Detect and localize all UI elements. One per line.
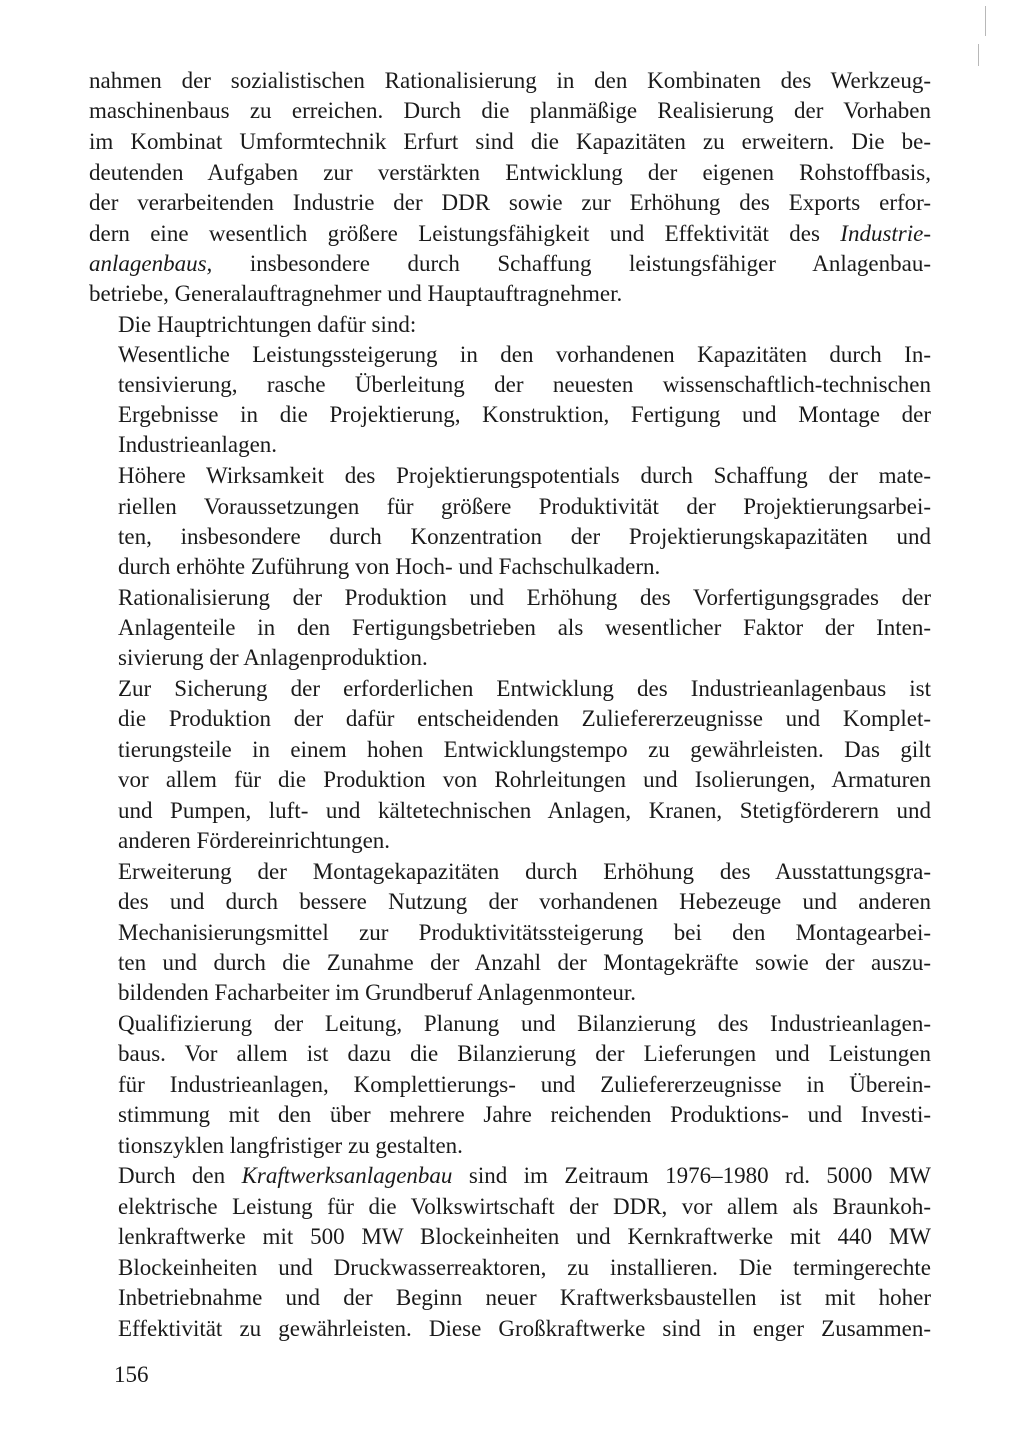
text-line: nahmen der sozialistischen Rationalisierung in den Kombinaten des Werkzeug- <box>89 68 931 93</box>
text-line: Erweiterung der Montagekapazitäten durch Erhöhung des Ausstattungsgra- <box>118 859 931 884</box>
text-line: baus. Vor allem ist dazu die Bilanzierung der Lieferungen und Leistungen <box>118 1041 931 1066</box>
text-run: insbesondere durch Schaffung leistungsfähiger Anlagenbau- <box>212 251 931 276</box>
text-line: lenkraftwerke mit 500 MW Blockeinheiten und Kernkraftwerke mit 440 MW <box>118 1224 931 1249</box>
text-line: tensivierung, rasche Überleitung der neuesten wissenschaftlich-technischen <box>118 372 931 397</box>
emphasis-term: anlagenbaus, <box>89 251 213 276</box>
text-line: ten, insbesondere durch Konzentration der Projektierungskapazitäten und <box>118 524 931 549</box>
text-line: Effektivität zu gewährleisten. Diese Großkraftwerke sind in enger Zusammen- <box>118 1316 931 1341</box>
scan-mark <box>985 6 986 36</box>
emphasis-term: Industrie- <box>840 221 931 246</box>
text-line <box>89 249 931 279</box>
text-line: für Industrieanlagen, Komplettierungs- und Zuliefererzeugnisse in Überein- <box>118 1072 931 1097</box>
text-line: und Pumpen, luft- und kältetechnischen Anlagen, Kranen, Stetigförderern und <box>118 798 931 823</box>
text-line: vor allem für die Produktion von Rohrleitungen und Isolierungen, Armaturen <box>118 767 931 792</box>
text-line: tionszyklen langfristiger zu gestalten. <box>118 1133 463 1158</box>
text-line: Höhere Wirksamkeit des Projektierungspotentials durch Schaffung der mate- <box>118 463 931 488</box>
text-line: sivierung der Anlagenproduktion. <box>118 645 428 670</box>
text-line: maschinenbaus zu erreichen. Durch die planmäßige Realisierung der Vorhaben <box>89 98 931 123</box>
text-line: durch erhöhte Zuführung von Hoch- und Fachschulkadern. <box>118 554 661 579</box>
text-run: Durch den <box>118 1163 242 1188</box>
text-line: Inbetriebnahme und der Beginn neuer Kraftwerksbaustellen ist mit hoher <box>118 1285 931 1310</box>
text-line <box>89 219 931 249</box>
text-line: Blockeinheiten und Druckwasserreaktoren, zu installieren. Die termingerechte <box>118 1255 931 1280</box>
text-line: elektrische Leistung für die Volkswirtschaft der DDR, vor allem als Braunkoh- <box>118 1194 931 1219</box>
text-line: Anlagenteile in den Fertigungsbetrieben als wesentlicher Faktor der Inten- <box>118 615 931 640</box>
text-line <box>118 1161 931 1191</box>
text-line: Zur Sicherung der erforderlichen Entwicklung des Industrieanlagenbaus ist <box>118 676 931 701</box>
text-line: riellen Voraussetzungen für größere Produktivität der Projektierungsarbei- <box>118 494 931 519</box>
text-line: Industrieanlagen. <box>118 432 278 457</box>
text-run: dern eine wesentlich größere Leistungsfähigkeit und Effektivität des <box>89 221 841 246</box>
scan-mark <box>978 44 979 66</box>
text-line: Mechanisierungsmittel zur Produktivitätssteigerung bei den Montagearbei- <box>118 920 931 945</box>
page-number: 156 <box>114 1362 149 1387</box>
text-run: sind im Zeitraum 1976–1980 rd. 5000 MW <box>452 1163 931 1188</box>
text-line: anderen Fördereinrichtungen. <box>118 828 391 853</box>
text-line: Qualifizierung der Leitung, Planung und Bilanzierung des Industrieanlagen- <box>118 1011 931 1036</box>
text-line: betriebe, Generalauftragnehmer und Hauptauftragnehmer. <box>89 281 623 306</box>
text-line: Ergebnisse in die Projektierung, Konstruktion, Fertigung und Montage der <box>118 402 931 427</box>
text-line: Die Hauptrichtungen dafür sind: <box>118 312 417 337</box>
text-line: tierungsteile in einem hohen Entwicklungstempo zu gewährleisten. Das gilt <box>118 737 931 762</box>
text-line: des und durch bessere Nutzung der vorhandenen Hebezeuge und anderen <box>118 889 931 914</box>
text-line: bildenden Facharbeiter im Grundberuf Anlagenmonteur. <box>118 980 636 1005</box>
text-line: im Kombinat Umformtechnik Erfurt sind die Kapazitäten zu erweitern. Die be- <box>89 129 931 154</box>
text-line: stimmung mit den über mehrere Jahre reichenden Produktions- und Investi- <box>118 1102 931 1127</box>
text-line: deutenden Aufgaben zur verstärkten Entwicklung der eigenen Rohstoffbasis, <box>89 160 931 185</box>
text-line: Wesentliche Leistungssteigerung in den vorhandenen Kapazitäten durch In- <box>118 342 931 367</box>
emphasis-term: Kraftwerksanlagenbau <box>241 1163 453 1188</box>
text-line: der verarbeitenden Industrie der DDR sowie zur Erhöhung des Exports erfor- <box>89 190 931 215</box>
text-line: ten und durch die Zunahme der Anzahl der Montagekräfte sowie der auszu- <box>118 950 931 975</box>
text-line: die Produktion der dafür entscheidenden Zuliefererzeugnisse und Komplet- <box>118 706 931 731</box>
text-line: Rationalisierung der Produktion und Erhöhung des Vorfertigungsgrades der <box>118 585 931 610</box>
